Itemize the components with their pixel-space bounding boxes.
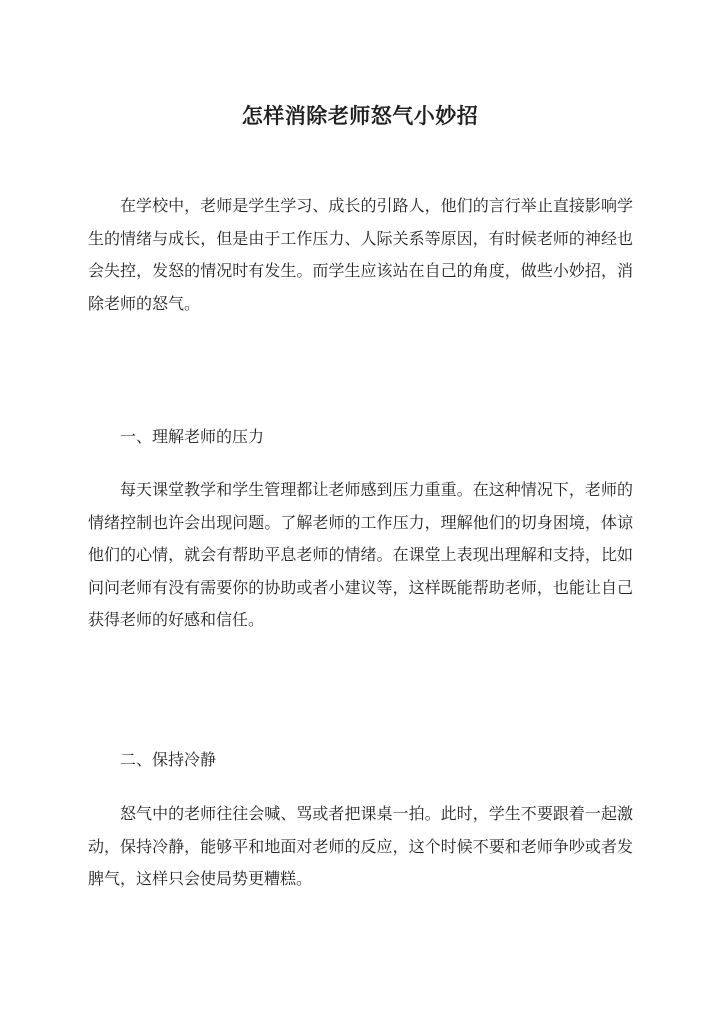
section-paragraph-1: 每天课堂教学和学生管理都让老师感到压力重重。在这种情况下，老师的情绪控制也许会出现问题。了解老师的工作压力，理解他们的切身困境，体谅他们的心情，就会有帮助平息老师的情绪。在课堂上表现出理解和支持，比如问问老师有没有需要你的协助或者小建议等，这样既能帮助老师，也能让自己获得老师的好感和信任。: [88, 480, 633, 629]
section-heading-1: 一、理解老师的压力: [120, 427, 265, 446]
document-title: 怎样消除老师怒气小妙招: [241, 103, 479, 129]
section-heading-2: 二、保持冷静: [120, 750, 217, 769]
intro-paragraph: 在学校中，老师是学生学习、成长的引路人，他们的言行举止直接影响学生的情绪与成长，但是由于工作压力、人际关系等原因，有时候老师的神经也会失控，发怒的情况时有发生。而学生应该站在自己的角度，做些小妙招，消除老师的怒气。: [88, 196, 633, 313]
section-paragraph-2: 怒气中的老师往往会喊、骂或者把课桌一拍。此时，学生不要跟着一起激动，保持冷静，能够平和地面对老师的反应，这个时候不要和老师争吵或者发脾气，这样只会使局势更糟糕。: [88, 804, 633, 888]
